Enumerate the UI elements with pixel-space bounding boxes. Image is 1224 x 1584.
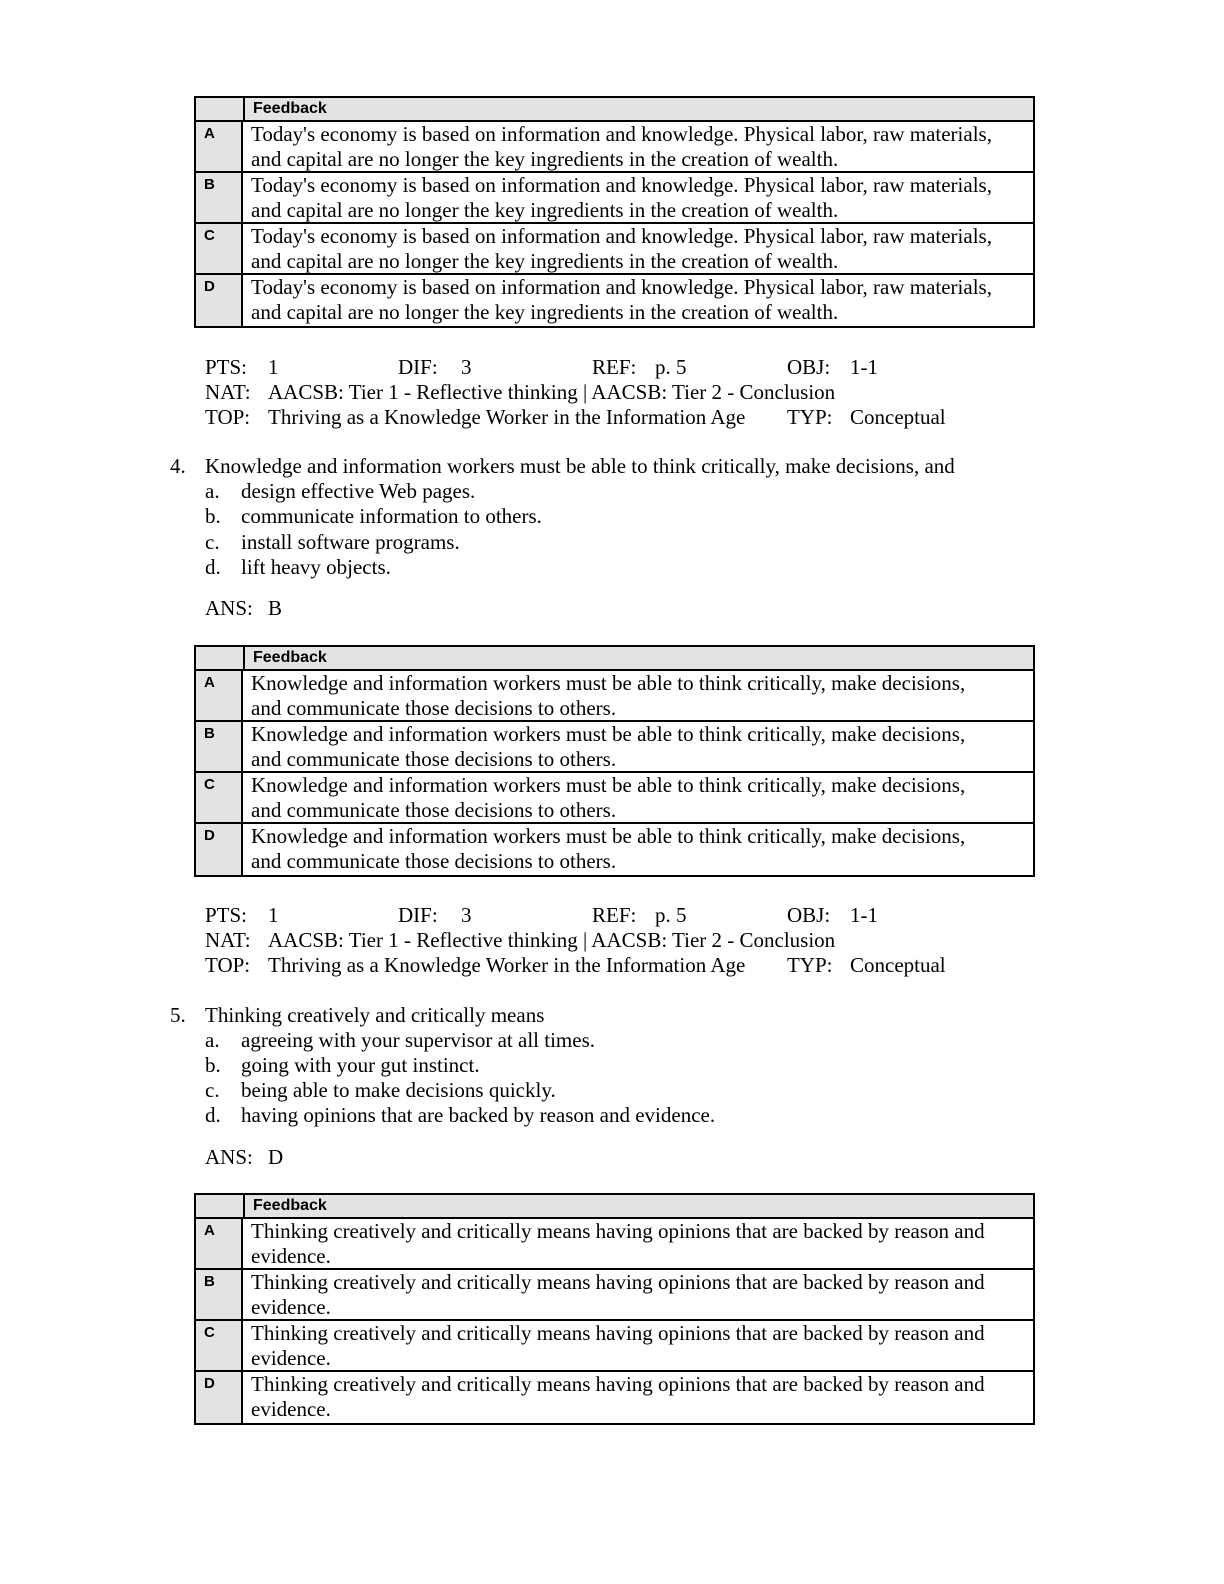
feedback-row xyxy=(196,722,1033,773)
nat-label: NAT: xyxy=(205,928,251,952)
feedback-letter: C xyxy=(196,773,243,822)
feedback-row xyxy=(196,824,1033,875)
feedback-row xyxy=(196,122,1033,173)
option-text: install software programs. xyxy=(241,530,460,554)
dif-label: DIF: xyxy=(398,355,438,379)
option-letter: d. xyxy=(205,555,221,579)
feedback-header-label: Feedback xyxy=(245,98,1033,120)
feedback-header-blank xyxy=(196,1195,245,1217)
feedback-header-label: Feedback xyxy=(245,647,1033,669)
answer-label: ANS: xyxy=(205,1145,253,1169)
question-stem: Knowledge and information workers must be able to think critically, make decisions, and xyxy=(205,454,955,478)
option-letter: c. xyxy=(205,530,220,554)
feedback-letter: D xyxy=(196,1372,243,1423)
option-letter: a. xyxy=(205,479,220,503)
nat-value: AACSB: Tier 1 - Reflective thinking | AACSB: Tier 2 - Conclusion xyxy=(268,928,836,952)
feedback-header-row xyxy=(196,1195,1033,1219)
feedback-row xyxy=(196,1219,1033,1270)
dif-value: 3 xyxy=(461,355,472,379)
dif-value: 3 xyxy=(461,903,472,927)
pts-value: 1 xyxy=(268,903,279,927)
obj-value: 1-1 xyxy=(850,903,878,927)
feedback-row xyxy=(196,1372,1033,1423)
feedback-header-label: Feedback xyxy=(245,1195,1033,1217)
ref-value: p. 5 xyxy=(655,903,687,927)
ref-label: REF: xyxy=(592,903,637,927)
option-letter: c. xyxy=(205,1078,220,1102)
question-stem: Thinking creatively and critically means xyxy=(205,1003,545,1027)
option-text: design effective Web pages. xyxy=(241,479,476,503)
option-text: agreeing with your supervisor at all times. xyxy=(241,1028,595,1052)
feedback-text: Knowledge and information workers must be able to think critically, make decisions, and communicate those decisions to others. xyxy=(251,773,966,822)
nat-value: AACSB: Tier 1 - Reflective thinking | AACSB: Tier 2 - Conclusion xyxy=(268,380,836,404)
typ-value: Conceptual xyxy=(850,405,946,429)
feedback-letter: B xyxy=(196,722,243,771)
obj-label: OBJ: xyxy=(787,903,831,927)
typ-label: TYP: xyxy=(787,405,833,429)
feedback-header-row xyxy=(196,98,1033,122)
feedback-letter: A xyxy=(196,122,243,171)
feedback-text: Thinking creatively and critically means having opinions that are backed by reason and evidence. xyxy=(251,1219,985,1268)
option-letter: b. xyxy=(205,504,221,528)
option-letter: d. xyxy=(205,1103,221,1127)
feedback-row xyxy=(196,773,1033,824)
feedback-row xyxy=(196,275,1033,326)
option-text: communicate information to others. xyxy=(241,504,542,528)
feedback-text: Today's economy is based on information and knowledge. Physical labor, raw materials, and capital are no longer the key ingredients in the creation of wealth. xyxy=(251,275,992,324)
feedback-letter: C xyxy=(196,1321,243,1370)
feedback-text: Today's economy is based on information and knowledge. Physical labor, raw materials, and capital are no longer the key ingredients in the creation of wealth. xyxy=(251,224,992,273)
obj-label: OBJ: xyxy=(787,355,831,379)
feedback-text: Thinking creatively and critically means having opinions that are backed by reason and evidence. xyxy=(251,1321,985,1370)
top-value: Thriving as a Knowledge Worker in the Information Age xyxy=(268,405,746,429)
dif-label: DIF: xyxy=(398,903,438,927)
ref-label: REF: xyxy=(592,355,637,379)
nat-label: NAT: xyxy=(205,380,251,404)
option-letter: a. xyxy=(205,1028,220,1052)
typ-label: TYP: xyxy=(787,953,833,977)
feedback-letter: D xyxy=(196,275,243,326)
pts-label: PTS: xyxy=(205,903,248,927)
feedback-table xyxy=(194,645,1035,877)
feedback-letter: B xyxy=(196,173,243,222)
answer-label: ANS: xyxy=(205,596,253,620)
feedback-header-blank xyxy=(196,98,245,120)
pts-label: PTS: xyxy=(205,355,248,379)
option-text: going with your gut instinct. xyxy=(241,1053,480,1077)
feedback-row xyxy=(196,173,1033,224)
feedback-text: Today's economy is based on information and knowledge. Physical labor, raw materials, and capital are no longer the key ingredients in the creation of wealth. xyxy=(251,173,992,222)
question-number: 4. xyxy=(170,454,186,478)
option-text: lift heavy objects. xyxy=(241,555,391,579)
ref-value: p. 5 xyxy=(655,355,687,379)
question-number: 5. xyxy=(170,1003,186,1027)
option-text: being able to make decisions quickly. xyxy=(241,1078,556,1102)
top-value: Thriving as a Knowledge Worker in the Information Age xyxy=(268,953,746,977)
feedback-row xyxy=(196,671,1033,722)
feedback-text: Knowledge and information workers must be able to think critically, make decisions, and communicate those decisions to others. xyxy=(251,722,966,771)
answer-value: D xyxy=(268,1145,284,1169)
feedback-letter: C xyxy=(196,224,243,273)
option-letter: b. xyxy=(205,1053,221,1077)
obj-value: 1-1 xyxy=(850,355,878,379)
feedback-letter: A xyxy=(196,671,243,720)
top-label: TOP: xyxy=(205,405,251,429)
top-label: TOP: xyxy=(205,953,251,977)
feedback-letter: A xyxy=(196,1219,243,1268)
feedback-header-blank xyxy=(196,647,245,669)
feedback-letter: D xyxy=(196,824,243,875)
feedback-row xyxy=(196,224,1033,275)
feedback-row xyxy=(196,1321,1033,1372)
pts-value: 1 xyxy=(268,355,279,379)
option-text: having opinions that are backed by reason and evidence. xyxy=(241,1103,716,1127)
feedback-header-row xyxy=(196,647,1033,671)
feedback-row xyxy=(196,1270,1033,1321)
typ-value: Conceptual xyxy=(850,953,946,977)
feedback-text: Thinking creatively and critically means having opinions that are backed by reason and evidence. xyxy=(251,1372,985,1421)
answer-value: B xyxy=(268,596,283,620)
feedback-letter: B xyxy=(196,1270,243,1319)
feedback-text: Knowledge and information workers must be able to think critically, make decisions, and communicate those decisions to others. xyxy=(251,671,966,720)
feedback-table xyxy=(194,1193,1035,1425)
feedback-text: Thinking creatively and critically means having opinions that are backed by reason and evidence. xyxy=(251,1270,985,1319)
feedback-table xyxy=(194,96,1035,328)
feedback-text: Knowledge and information workers must be able to think critically, make decisions, and communicate those decisions to others. xyxy=(251,824,966,873)
feedback-text: Today's economy is based on information and knowledge. Physical labor, raw materials, and capital are no longer the key ingredients in the creation of wealth. xyxy=(251,122,992,171)
